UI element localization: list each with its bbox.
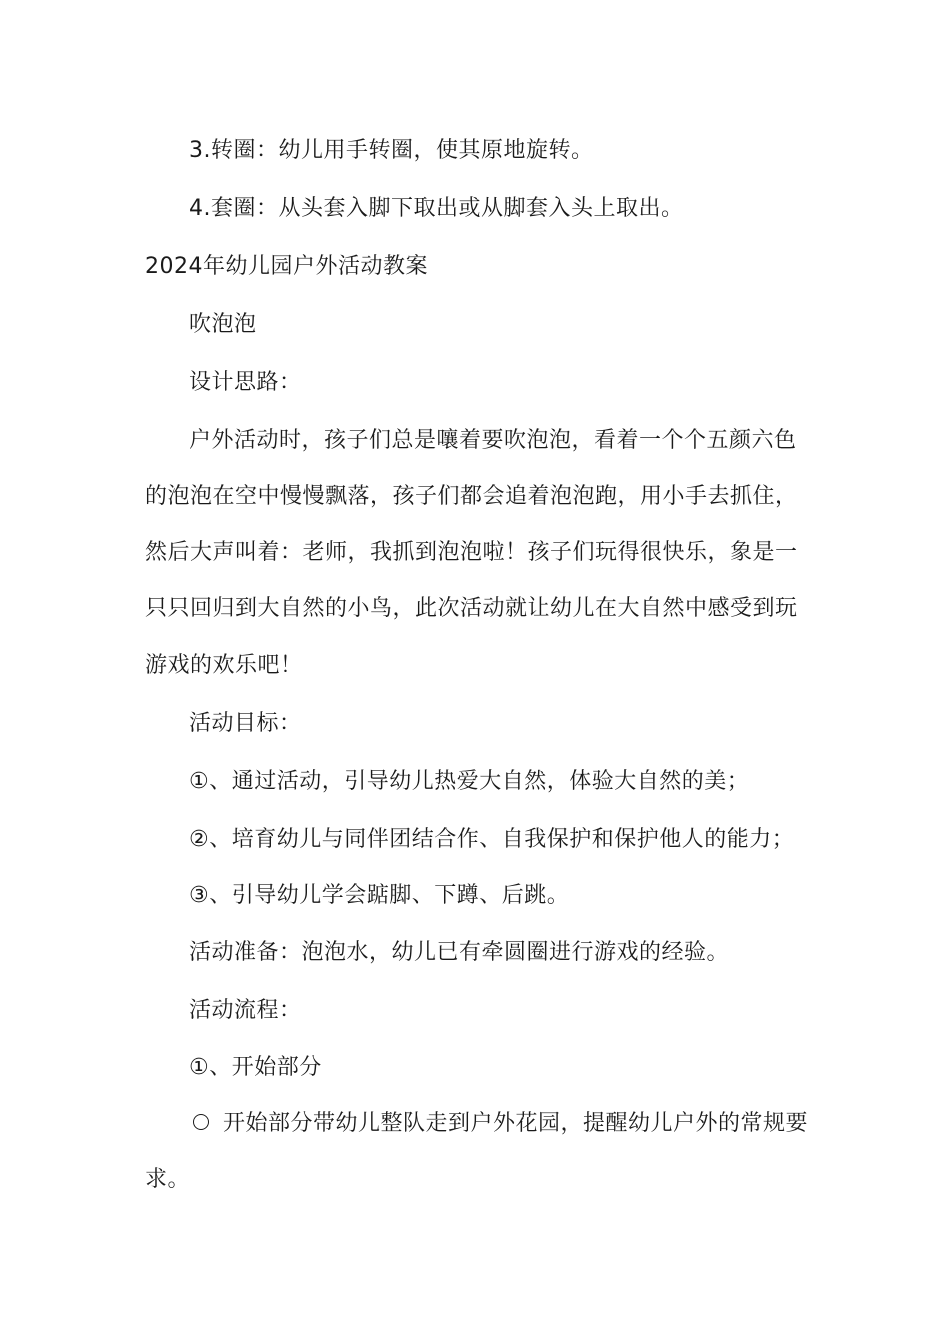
process-heading: 活动流程： [189,998,302,1023]
process-step-1: ①、开始部分 [189,1055,322,1080]
goal-item: ③、引导幼儿学会踮脚、下蹲、后跳。 [189,883,570,908]
document-title: 2024年幼儿园户外活动教案 [145,254,428,279]
process-detail-text: 开始部分带幼儿整队走到户外花园，提醒幼儿户外的常规要 [223,1111,809,1136]
paragraph-line: 的泡泡在空中慢慢飘落，孩子们都会追着泡泡跑，用小手去抓住， [145,484,798,509]
process-detail [189,1109,808,1139]
goals-heading: 活动目标： [189,711,302,736]
goal-item: ①、通过活动，引导幼儿热爱大自然，体验大自然的美； [189,769,750,794]
paragraph-line: 然后大声叫着：老师，我抓到泡泡啦！孩子们玩得很快乐，象是一 [145,540,798,565]
step-4-hoop: 4.套圈：从头套入脚下取出或从脚套入头上取出。 [189,196,684,221]
process-detail-cont: 求。 [145,1167,191,1192]
paragraph-line: 只只回归到大自然的小鸟，此次活动就让幼儿在大自然中感受到玩 [145,596,798,621]
paragraph-line: 户外活动时，孩子们总是嚷着要吹泡泡，看着一个个五颜六色 [189,428,797,453]
preparation-line: 活动准备：泡泡水，幼儿已有牵圆圈进行游戏的经验。 [189,940,730,965]
design-heading: 设计思路： [189,370,302,395]
circle-bullet-icon [193,1114,209,1130]
step-3-rotate: 3.转圈：幼儿用手转圈，使其原地旋转。 [189,138,594,163]
paragraph-line: 游戏的欢乐吧！ [145,653,303,678]
activity-name: 吹泡泡 [189,312,257,337]
goal-item: ②、培育幼儿与同伴团结合作、自我保护和保护他人的能力； [189,827,795,852]
